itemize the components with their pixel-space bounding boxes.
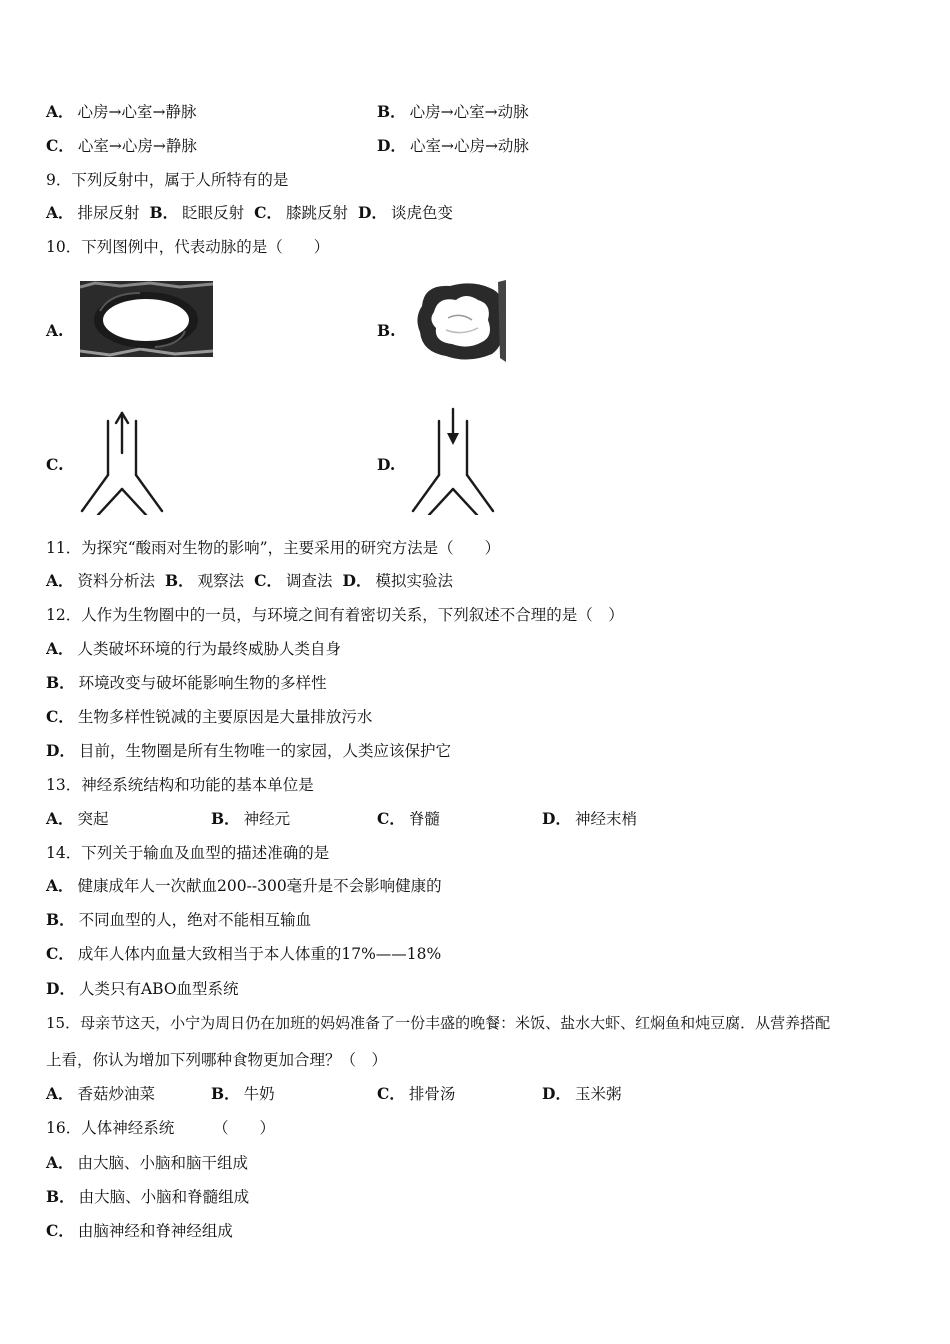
q9-stem: 9．下列反射中，属于人所特有的是 — [46, 171, 289, 189]
q12-option-b: B． 环境改变与破坏能影响生物的多样性 — [46, 673, 327, 692]
q16-option-b: B． 由大脑、小脑和脊髓组成 — [46, 1187, 250, 1206]
q16-option-c: C． 由脑神经和脊神经组成 — [46, 1221, 233, 1240]
q14-option-c: C． 成年人体内血量大致相当于本人体重的17%——18% — [46, 944, 442, 963]
q11-option-c: C． 调查法 — [254, 571, 333, 590]
q11-option-b: B． 观察法 — [165, 571, 245, 590]
artery-cross-section-figure — [80, 281, 213, 357]
q8-option-a: A． 心房→心室→静脉 — [46, 102, 197, 121]
q10-stem: 10．下列图例中，代表动脉的是（ ） — [46, 238, 330, 256]
vein-cross-section-figure — [412, 278, 506, 362]
q11-options — [46, 571, 453, 591]
q14-stem: 14．下列关于输血及血型的描述准确的是 — [46, 844, 330, 862]
q9-option-a: A． 排尿反射 — [46, 203, 140, 222]
q9-option-d: D． 谈虎色变 — [358, 203, 453, 222]
q13-option-a: A． 突起 — [46, 809, 109, 828]
q15-option-b: B． 牛奶 — [211, 1084, 275, 1103]
q15-option-d: D． 玉米粥 — [542, 1084, 622, 1103]
q13-stem: 13．神经系统结构和功能的基本单位是 — [46, 776, 314, 794]
q15-option-a: A． 香菇炒油菜 — [46, 1084, 156, 1103]
q9-option-c: C． 膝跳反射 — [254, 203, 349, 222]
q13-option-b: B． 神经元 — [211, 809, 291, 828]
vein-converging-vessel-diagram — [411, 407, 495, 515]
q16-stem: 16．人体神经系统 （ ） — [46, 1119, 275, 1137]
q10-label-b: B. — [377, 321, 396, 340]
q12-option-a: A． 人类破坏环境的行为最终威胁人类自身 — [46, 639, 342, 658]
q8-option-c: C． 心室→心房→静脉 — [46, 136, 197, 155]
q9-options — [46, 203, 453, 223]
q12-stem: 12．人作为生物圈中的一员，与环境之间有着密切关系，下列叙述不合理的是（ ） — [46, 606, 624, 624]
q8-option-b: B． 心房→心室→动脉 — [377, 102, 529, 121]
q11-option-d: D． 模拟实验法 — [342, 571, 453, 590]
q12-option-d: D． 目前，生物圈是所有生物唯一的家园，人类应该保护它 — [46, 741, 451, 760]
artery-diverging-vessel-diagram — [80, 407, 164, 515]
q14-option-b: B． 不同血型的人，绝对不能相互输血 — [46, 910, 312, 929]
q16-option-a: A． 由大脑、小脑和脑干组成 — [46, 1153, 249, 1172]
q10-label-a: A. — [46, 321, 64, 340]
q14-option-a: A． 健康成年人一次献血200--300毫升是不会影响健康的 — [46, 876, 442, 895]
q13-option-d: D． 神经末梢 — [542, 809, 637, 828]
q12-option-c: C． 生物多样性锐减的主要原因是大量排放污水 — [46, 707, 373, 726]
q15-stem-line-2: 上看，你认为增加下列哪种食物更加合理？（ ） — [46, 1051, 388, 1069]
q10-label-c: C. — [46, 455, 64, 474]
q11-option-a: A． 资料分析法 — [46, 571, 156, 590]
q13-option-c: C． 脊髓 — [377, 809, 440, 828]
q11-stem: 11．为探究“酸雨对生物的影响”，主要采用的研究方法是（ ） — [46, 539, 501, 557]
q9-option-b: B． 眨眼反射 — [149, 203, 245, 222]
q15-stem-line-1: 15．母亲节这天，小宁为周日仍在加班的妈妈准备了一份丰盛的晚餐：米饭、盐水大虾、红焖鱼和炖豆腐．从营养搭配 — [46, 1014, 831, 1032]
q8-option-d: D． 心室→心房→动脉 — [377, 136, 529, 155]
q14-option-d: D． 人类只有ABO血型系统 — [46, 979, 239, 998]
q10-label-d: D. — [377, 455, 396, 474]
q15-option-c: C． 排骨汤 — [377, 1084, 456, 1103]
